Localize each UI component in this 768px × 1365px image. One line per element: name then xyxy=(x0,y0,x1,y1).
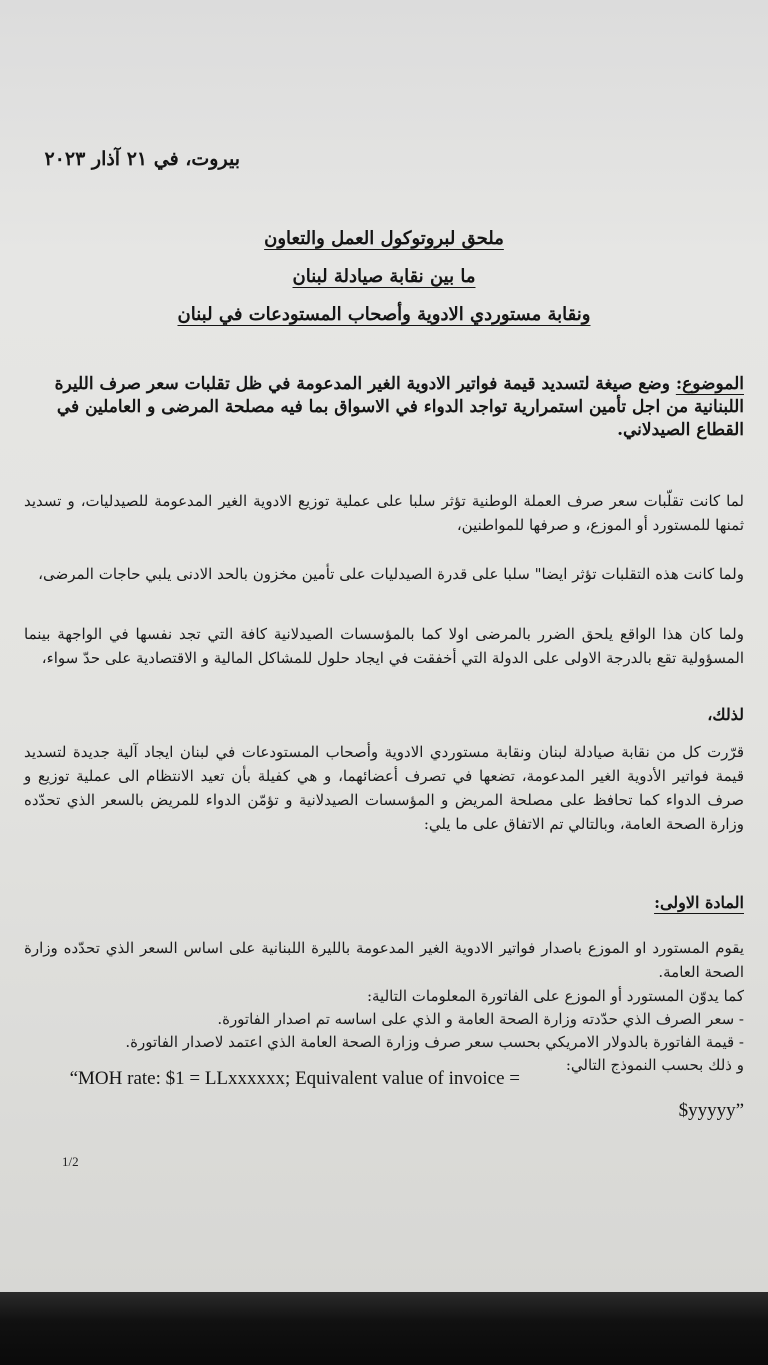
paragraph-3: ولما كان هذا الواقع يلحق الضرر بالمرضى اولا كما بالمؤسسات الصيدلانية كافة التي تجد نفسها في الواجهة بينما المسؤولية تقع بالدرجة الاولى على الدولة التي أخفقت في ايجاد حلول للمشاكل المالية و الاقتصادية على حدّ سواء، xyxy=(24,625,744,667)
article-1-item-2: - قيمة الفاتورة بالدولار الامريكي بحسب سعر صرف وزارة الصحة العامة الذي اعتمد لاصدار الفاتورة. xyxy=(125,1033,744,1051)
paragraph-2: ولما كانت هذه التقلبات تؤثر ايضا" سلبا على قدرة الصيدليات على تأمين مخزون بالحد الادنى يلبي حاجات المرضى، xyxy=(38,565,744,583)
article-1-must-record: كما يدوّن المستورد أو الموزع على الفاتورة المعلومات التالية: xyxy=(366,987,744,1005)
article-1-item-1: - سعر الصرف الذي حدّدته وزارة الصحة العامة و الذي على اساسه تم اصدار الفاتورة. xyxy=(217,1010,744,1028)
therefore-heading: لذلك، xyxy=(707,705,744,724)
document-title-line-2: ما بين نقابة صيادلة لبنان xyxy=(292,266,476,287)
subject-label: الموضوع: xyxy=(675,374,744,394)
article-1-model-intro: و ذلك بحسب النموذج التالي: xyxy=(565,1056,744,1074)
subject-block xyxy=(14,373,744,442)
article-1-heading: المادة الاولى: xyxy=(654,893,744,912)
paragraph-1: لما كانت تقلّبات سعر صرف العملة الوطنية تؤثر سلبا على عملية توزيع الادوية الغير المدعومة للصيدليات، و تسديد ثمنها للمستورد أو الموزع، و صرفها للمواطنين، xyxy=(24,492,744,534)
desk-surface xyxy=(0,1292,768,1365)
invoice-formula-line-2: $yyyyy” xyxy=(678,1100,744,1121)
document-date: بيروت، في ٢١ آذار ٢٠٢٣ xyxy=(44,148,240,170)
document-title-line-1: ملحق لبروتوكول العمل والتعاون xyxy=(264,228,504,249)
page-number: 1/2 xyxy=(62,1154,79,1169)
article-1-text: يقوم المستورد او الموزع باصدار فواتير الادوية الغير المدعومة بالليرة اللبنانية على اساس السعر الذي تحدّده وزارة الصحة العامة. xyxy=(24,939,744,981)
document-title-line-3: ونقابة مستوردي الادوية وأصحاب المستودعات في لبنان xyxy=(177,304,591,325)
paragraph-4: قرّرت كل من نقابة صيادلة لبنان ونقابة مستوردي الادوية وأصحاب المستودعات في لبنان ايجاد آلية جديدة لتسديد قيمة فواتير الأدوية الغير المدعومة، تضعها في تصرف أعضائهما، و هي كفيلة بأن تعيد الانتظام الى عملية توزيع و صرف الدواء كما تحافظ على مصلحة المريض و المؤسسات الصيدلانية و تؤمّن الدواء للمريض بالسعر الذي تحدّده وزارة الصحة العامة، وبالتالي تم الاتفاق على ما يلي: xyxy=(24,743,744,833)
invoice-formula-line-1: “MOH rate: $1 = LLxxxxxx; Equivalent value of invoice = xyxy=(69,1068,520,1089)
subject-text: وضع صيغة لتسديد قيمة فواتير الادوية الغير المدعومة في ظل تقلبات سعر صرف الليرة اللبنانية من اجل تأمين استمرارية تواجد الدواء في الاسواق بما فيه مصلحة المرضى و العاملين في القطاع الصيدلاني. xyxy=(54,374,744,440)
